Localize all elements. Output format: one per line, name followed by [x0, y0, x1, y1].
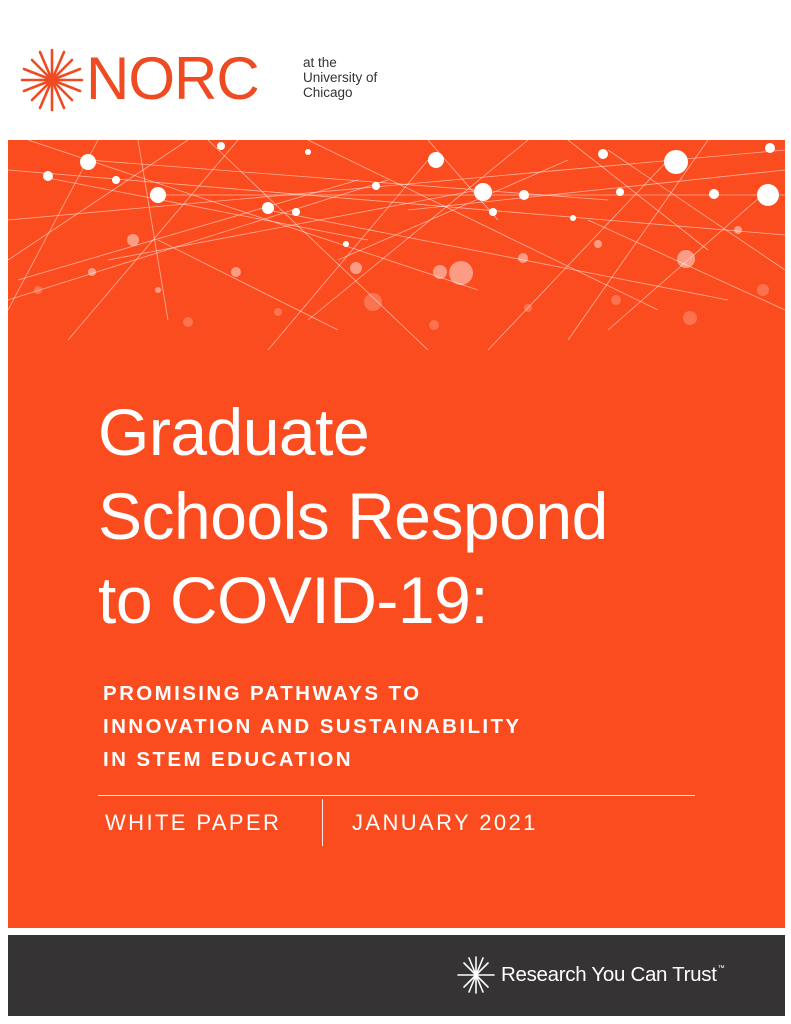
star-burst-icon	[20, 48, 84, 112]
publication-date: JANUARY 2021	[352, 810, 538, 835]
cover-title	[98, 390, 758, 642]
subtitle-line: IN STEM EDUCATION	[103, 748, 353, 771]
tagline-text: Research You Can Trust	[501, 963, 717, 986]
vertical-divider	[322, 799, 323, 846]
document-type: WHITE PAPER	[105, 810, 282, 835]
star-burst-icon	[456, 955, 496, 995]
affiliation-line: Chicago	[303, 85, 353, 100]
logo-wordmark: NORC	[86, 45, 259, 112]
divider-rule	[98, 795, 695, 796]
cover-subtitle	[103, 677, 743, 776]
subtitle-line: INNOVATION AND SUSTAINABILITY	[103, 715, 522, 738]
logo-affiliation	[303, 55, 423, 100]
page-footer	[8, 935, 785, 1016]
affiliation-line: at the	[303, 55, 337, 70]
tagline	[501, 963, 724, 987]
title-line: to COVID-19:	[98, 563, 489, 637]
network-graphic	[8, 140, 785, 350]
page-header	[0, 0, 791, 140]
trademark-mark: ™	[717, 965, 725, 972]
title-line: Graduate	[98, 395, 370, 469]
subtitle-line: PROMISING PATHWAYS TO	[103, 682, 422, 705]
affiliation-line: University of	[303, 70, 378, 85]
cover-panel	[8, 140, 785, 928]
title-line: Schools Respond	[98, 479, 608, 553]
